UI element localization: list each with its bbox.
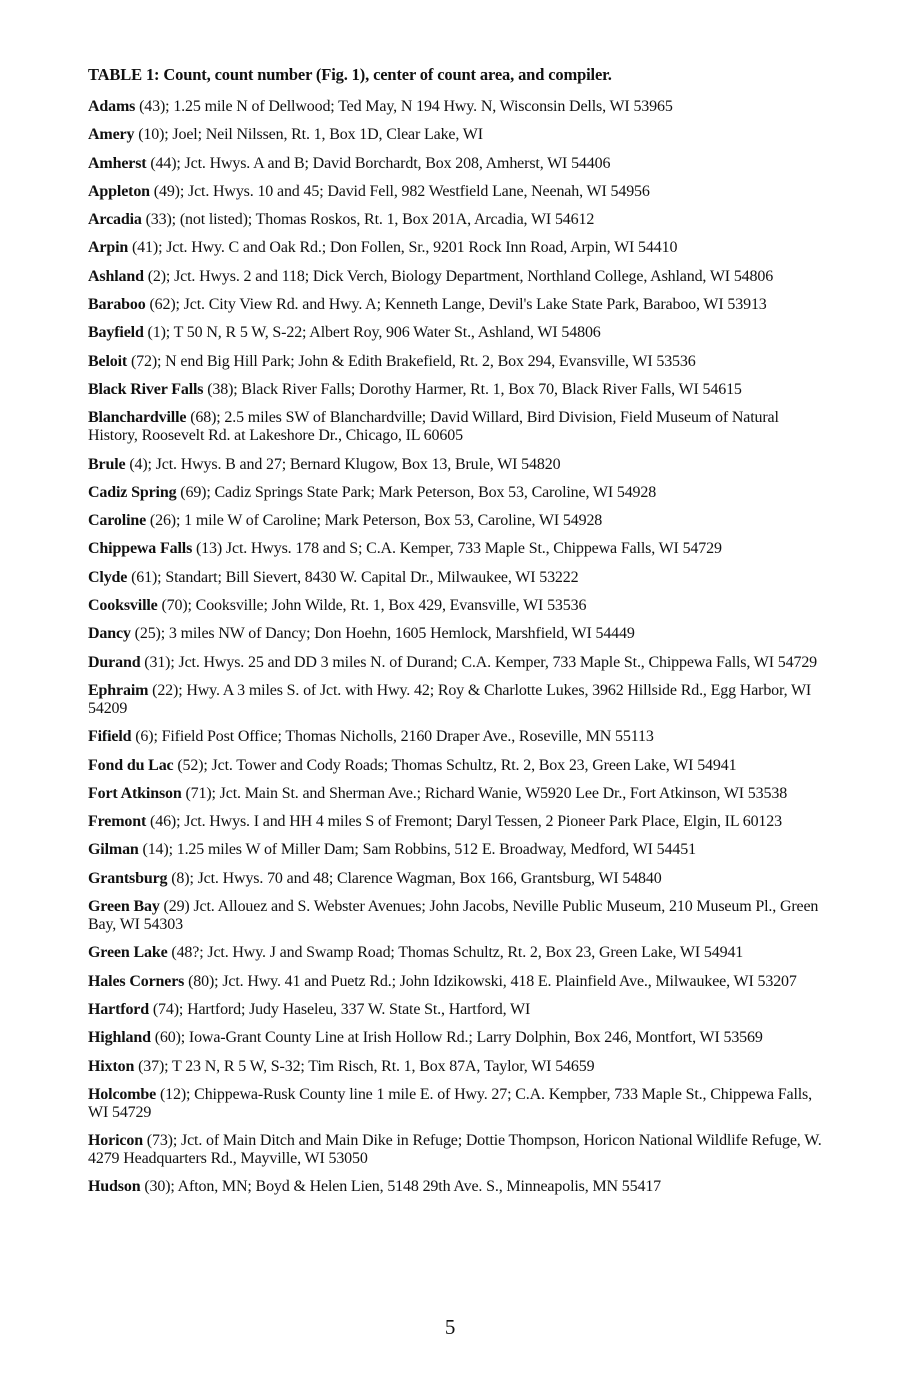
entry-place-name: Fifield bbox=[88, 728, 132, 746]
count-entry bbox=[88, 155, 830, 173]
entry-place-name: Fond du Lac bbox=[88, 756, 174, 774]
entry-place-name: Caroline bbox=[88, 512, 147, 530]
count-entry bbox=[88, 1001, 830, 1019]
entry-details: (80); Jct. Hwy. 41 and Puetz Rd.; John Idzikowski, 418 E. Plainfield Ave., Milwaukee, WI 53207 bbox=[184, 972, 797, 990]
entry-details: (13) Jct. Hwys. 178 and S; C.A. Kemper, 733 Maple St., Chippewa Falls, WI 54729 bbox=[192, 540, 722, 558]
count-entry bbox=[88, 1058, 830, 1076]
entry-place-name: Hartford bbox=[88, 1000, 150, 1018]
entry-place-name: Amery bbox=[88, 126, 135, 144]
count-entry bbox=[88, 870, 830, 888]
count-entry bbox=[88, 126, 830, 144]
entry-details: (4); Jct. Hwys. B and 27; Bernard Klugow, Box 13, Brule, WI 54820 bbox=[125, 455, 561, 473]
entry-place-name: Fort Atkinson bbox=[88, 784, 182, 802]
entry-place-name: Fremont bbox=[88, 813, 147, 831]
entry-place-name: Black River Falls bbox=[88, 380, 204, 398]
count-entry bbox=[88, 409, 830, 445]
entry-details: (38); Black River Falls; Dorothy Harmer, Rt. 1, Box 70, Black River Falls, WI 54615 bbox=[203, 380, 742, 398]
entry-place-name: Brule bbox=[88, 455, 126, 473]
entry-details: (30); Afton, MN; Boyd & Helen Lien, 5148 29th Ave. S., Minneapolis, MN 55417 bbox=[140, 1178, 662, 1196]
count-entry bbox=[88, 268, 830, 286]
count-entry bbox=[88, 1132, 830, 1168]
entry-details: (69); Cadiz Springs State Park; Mark Peterson, Box 53, Caroline, WI 54928 bbox=[176, 483, 657, 501]
count-entry bbox=[88, 813, 830, 831]
entry-place-name: Arpin bbox=[88, 239, 129, 257]
entry-details: (43); 1.25 mile N of Dellwood; Ted May, N 194 Hwy. N, Wisconsin Dells, WI 53965 bbox=[135, 98, 673, 115]
entry-details: (60); Iowa-Grant County Line at Irish Hollow Rd.; Larry Dolphin, Box 246, Montfort, WI 53569 bbox=[150, 1029, 763, 1047]
count-entry bbox=[88, 211, 830, 229]
count-entry bbox=[88, 625, 830, 643]
count-entry bbox=[88, 944, 830, 962]
page-number: 5 bbox=[444, 1315, 456, 1339]
entry-place-name: Baraboo bbox=[88, 296, 146, 314]
count-entry bbox=[88, 98, 830, 116]
count-entry bbox=[88, 841, 830, 859]
entry-place-name: Holcombe bbox=[88, 1085, 157, 1103]
entry-details: (52); Jct. Tower and Cody Roads; Thomas Schultz, Rt. 2, Box 23, Green Lake, WI 54941 bbox=[173, 756, 737, 774]
entry-details: (2); Jct. Hwys. 2 and 118; Dick Verch, Biology Department, Northland College, Ashland, WI 54806 bbox=[143, 267, 774, 285]
count-entry bbox=[88, 682, 830, 718]
entry-details: (31); Jct. Hwys. 25 and DD 3 miles N. of Durand; C.A. Kemper, 733 Maple St., Chippewa Falls, WI 54729 bbox=[140, 653, 818, 671]
count-entry bbox=[88, 324, 830, 342]
entry-place-name: Beloit bbox=[88, 352, 128, 370]
count-entry bbox=[88, 239, 830, 257]
entry-place-name: Grantsburg bbox=[88, 869, 168, 887]
entry-place-name: Cadiz Spring bbox=[88, 483, 177, 501]
entry-place-name: Horicon bbox=[88, 1132, 143, 1150]
table-title: TABLE 1: Count, count number (Fig. 1), center of count area, and compiler. bbox=[88, 65, 612, 84]
entry-place-name: Bayfield bbox=[88, 324, 144, 342]
entry-details: (70); Cooksville; John Wilde, Rt. 1, Box 429, Evansville, WI 53536 bbox=[157, 597, 587, 615]
entry-details: (37); T 23 N, R 5 W, S-32; Tim Risch, Rt. 1, Box 87A, Taylor, WI 54659 bbox=[134, 1057, 595, 1075]
entry-details: (6); Fifield Post Office; Thomas Nicholls, 2160 Draper Ave., Roseville, MN 55113 bbox=[131, 728, 654, 746]
count-entry bbox=[88, 728, 830, 746]
entry-place-name: Hixton bbox=[88, 1057, 135, 1075]
entry-place-name: Cooksville bbox=[88, 597, 158, 615]
entry-details: (1); T 50 N, R 5 W, S-22; Albert Roy, 906 Water St., Ashland, WI 54806 bbox=[143, 324, 601, 342]
entry-details: (22); Hwy. A 3 miles S. of Jct. with Hwy. 42; Roy & Charlotte Lukes, 3962 Hillside Rd., Egg Harbor, WI 54209 bbox=[88, 681, 812, 717]
entry-place-name: Appleton bbox=[88, 182, 150, 200]
count-entry bbox=[88, 353, 830, 371]
entry-place-name: Chippewa Falls bbox=[88, 540, 193, 558]
entry-details: (44); Jct. Hwys. A and B; David Borchardt, Box 208, Amherst, WI 54406 bbox=[146, 154, 611, 172]
entry-place-name: Green Bay bbox=[88, 898, 160, 916]
count-entry bbox=[88, 1029, 830, 1047]
entry-place-name: Gilman bbox=[88, 841, 139, 859]
entry-place-name: Clyde bbox=[88, 568, 128, 586]
entry-place-name: Dancy bbox=[88, 625, 131, 643]
count-entry bbox=[88, 296, 830, 314]
entry-place-name: Blanchardville bbox=[88, 409, 187, 427]
entry-details: (74); Hartford; Judy Haseleu, 337 W. State St., Hartford, WI bbox=[149, 1000, 531, 1018]
entry-details: (48?; Jct. Hwy. J and Swamp Road; Thomas Schultz, Rt. 2, Box 23, Green Lake, WI 54941 bbox=[167, 944, 744, 962]
entry-details: (46); Jct. Hwys. I and HH 4 miles S of Fremont; Daryl Tessen, 2 Pioneer Park Place, Elgin, IL 60123 bbox=[146, 813, 782, 831]
entry-details: (41); Jct. Hwy. C and Oak Rd.; Don Follen, Sr., 9201 Rock Inn Road, Arpin, WI 54410 bbox=[128, 239, 678, 257]
entry-place-name: Amherst bbox=[88, 154, 147, 172]
entry-details: (10); Joel; Neil Nilssen, Rt. 1, Box 1D, Clear Lake, WI bbox=[134, 126, 483, 144]
entry-place-name: Hudson bbox=[88, 1178, 141, 1196]
entry-place-name: Arcadia bbox=[88, 211, 142, 229]
count-entry bbox=[88, 785, 830, 803]
count-entry bbox=[88, 757, 830, 775]
entry-place-name: Adams bbox=[88, 98, 136, 115]
entry-details: (68); 2.5 miles SW of Blanchardville; David Willard, Bird Division, Field Museum of Natural History, Roosevelt Rd. at Lakeshore Dr., Chicago, IL 60605 bbox=[88, 409, 779, 445]
entry-details: (26); 1 mile W of Caroline; Mark Peterson, Box 53, Caroline, WI 54928 bbox=[146, 512, 603, 530]
entry-details: (61); Standart; Bill Sievert, 8430 W. Capital Dr., Milwaukee, WI 53222 bbox=[127, 568, 579, 586]
entry-place-name: Green Lake bbox=[88, 944, 168, 962]
count-entry-list bbox=[88, 98, 830, 1207]
count-entry bbox=[88, 183, 830, 201]
count-entry bbox=[88, 1178, 830, 1196]
count-entry bbox=[88, 597, 830, 615]
count-entry bbox=[88, 484, 830, 502]
entry-details: (62); Jct. City View Rd. and Hwy. A; Kenneth Lange, Devil's Lake State Park, Baraboo, WI 53913 bbox=[145, 296, 767, 314]
count-entry bbox=[88, 381, 830, 399]
entry-details: (71); Jct. Main St. and Sherman Ave.; Richard Wanie, W5920 Lee Dr., Fort Atkinson, WI 53538 bbox=[181, 784, 788, 802]
count-entry bbox=[88, 973, 830, 991]
entry-details: (29) Jct. Allouez and S. Webster Avenues; John Jacobs, Neville Public Museum, 210 Museum Pl., Green Bay, WI 54303 bbox=[88, 898, 819, 934]
entry-place-name: Ephraim bbox=[88, 681, 149, 699]
entry-details: (25); 3 miles NW of Dancy; Don Hoehn, 1605 Hemlock, Marshfield, WI 54449 bbox=[130, 625, 635, 643]
count-entry bbox=[88, 898, 830, 934]
entry-details: (72); N end Big Hill Park; John & Edith Brakefield, Rt. 2, Box 294, Evansville, WI 53536 bbox=[127, 352, 696, 370]
count-entry bbox=[88, 540, 830, 558]
entry-details: (33); (not listed); Thomas Roskos, Rt. 1, Box 201A, Arcadia, WI 54612 bbox=[141, 211, 595, 229]
entry-place-name: Durand bbox=[88, 653, 141, 671]
entry-details: (73); Jct. of Main Ditch and Main Dike in Refuge; Dottie Thompson, Horicon National Wildlife Refuge, W. 4279 Headquarters Rd., Mayville, WI 53050 bbox=[88, 1132, 822, 1168]
count-entry bbox=[88, 456, 830, 474]
entry-details: (49); Jct. Hwys. 10 and 45; David Fell, 982 Westfield Lane, Neenah, WI 54956 bbox=[149, 182, 650, 200]
entry-place-name: Ashland bbox=[88, 267, 144, 285]
count-entry bbox=[88, 1086, 830, 1122]
entry-details: (12); Chippewa-Rusk County line 1 mile E. of Hwy. 27; C.A. Kempber, 733 Maple St., Chippewa Falls, WI 54729 bbox=[88, 1085, 812, 1121]
count-entry bbox=[88, 654, 830, 672]
entry-place-name: Highland bbox=[88, 1029, 151, 1047]
count-entry bbox=[88, 569, 830, 587]
entry-details: (8); Jct. Hwys. 70 and 48; Clarence Wagman, Box 166, Grantsburg, WI 54840 bbox=[167, 869, 662, 887]
entry-place-name: Hales Corners bbox=[88, 972, 185, 990]
entry-details: (14); 1.25 miles W of Miller Dam; Sam Robbins, 512 E. Broadway, Medford, WI 54451 bbox=[138, 841, 696, 859]
count-entry bbox=[88, 512, 830, 530]
